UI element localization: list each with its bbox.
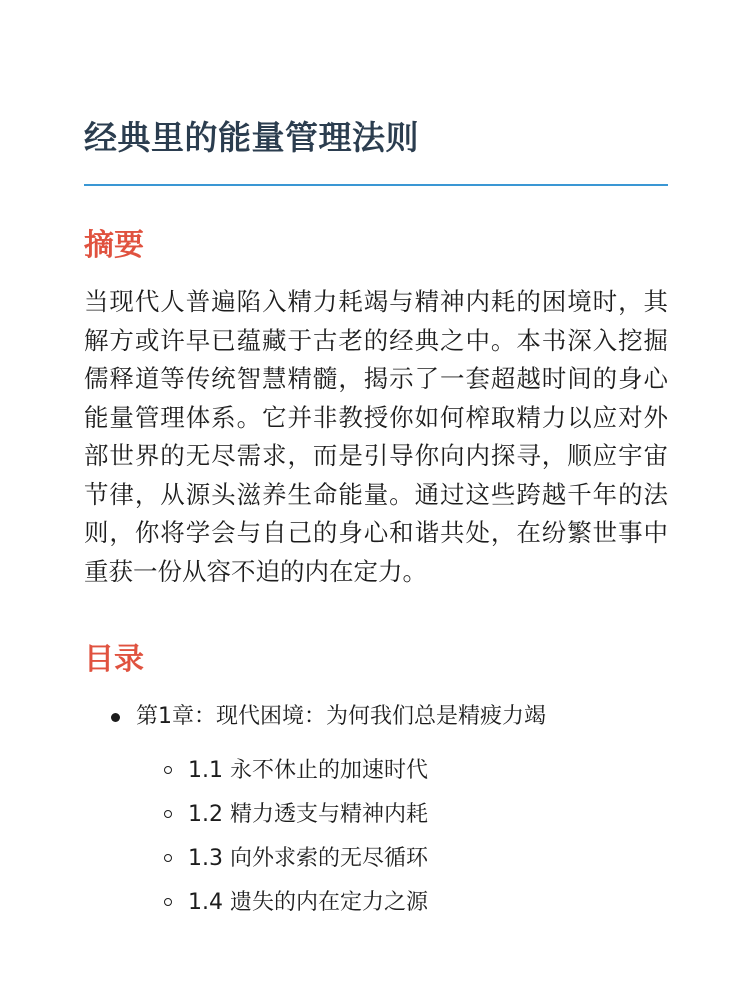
toc-section-1-2 xyxy=(136,798,668,842)
toc-section-1-3 xyxy=(136,842,668,886)
document-title: 经典里的能量管理法则 xyxy=(84,118,419,157)
toc-section-label: 1.3 向外求索的无尽循环 xyxy=(188,846,428,871)
table-of-contents xyxy=(84,700,668,930)
toc-chapter-1-sections xyxy=(84,754,668,930)
toc-chapter-label: 第1章：现代困境：为何我们总是精疲力竭 xyxy=(136,704,546,729)
bullet-circle-icon xyxy=(164,810,172,818)
toc-section-1-1 xyxy=(136,754,668,798)
toc-section-1-4 xyxy=(136,886,668,930)
toc-heading: 目录 xyxy=(84,642,144,677)
bullet-disc-icon xyxy=(111,713,120,722)
title-divider xyxy=(84,184,668,186)
summary-heading: 摘要 xyxy=(84,228,144,263)
toc-section-label: 1.1 永不休止的加速时代 xyxy=(188,758,428,783)
toc-section-label: 1.2 精力透支与精神内耗 xyxy=(188,802,428,827)
summary-text: 当现代人普遍陷入精力耗竭与精神内耗的困境时，其解方或许早已蕴藏于古老的经典之中。本书深入挖掘儒释道等传统智慧精髓，揭示了一套超越时间的身心能量管理体系。它并非教授你如何榨取精力以应对外部世界的无尽需求，而是引导你向内探寻，顺应宇宙节律，从源头滋养生命能量。通过这些跨越千年的法则，你将学会与自己的身心和谐共处，在纷繁世事中重获一份从容不迫的内在定力。 xyxy=(84,287,668,586)
bullet-circle-icon xyxy=(164,854,172,862)
toc-section-label: 1.4 遗失的内在定力之源 xyxy=(188,890,428,915)
bullet-circle-icon xyxy=(164,898,172,906)
toc-chapter-1 xyxy=(84,700,668,930)
bullet-circle-icon xyxy=(164,766,172,774)
